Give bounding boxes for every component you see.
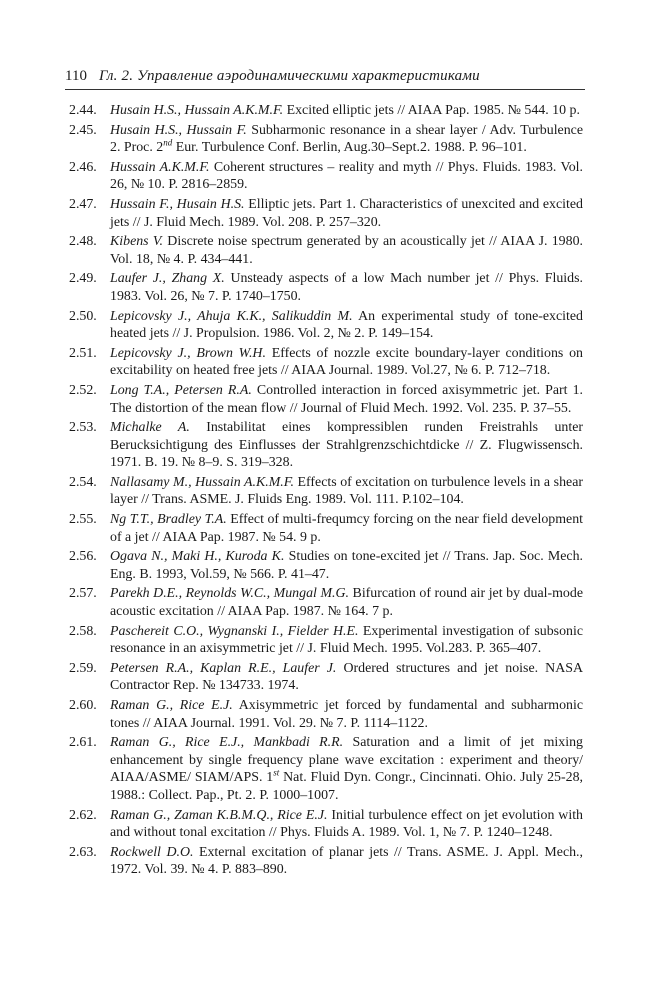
reference-item [0, 585, 583, 620]
reference-authors: Raman G., Rice E.J., Mankbadi R.R. [110, 735, 344, 751]
reference-number: 2.56. [69, 549, 97, 565]
reference-number: 2.49. [69, 271, 97, 287]
reference-text: Subharmonic resonance in a shear layer / Adv. Turbulence 2. Proc. 2 [110, 122, 583, 156]
reference-text: Controlled interaction in forced axisymmetric jet. Part 1. The distortion of the mean flow // Journal of Fluid Mech. 1992. Vol. 235. P. 37–55. [110, 382, 584, 416]
reference-number: 2.59. [69, 660, 97, 676]
reference-item [0, 382, 583, 417]
reference-authors: Raman G., Zaman K.B.M.Q., Rice E.J. [110, 807, 328, 823]
reference-text: Discrete noise spectrum generated by an acoustically jet // AIAA J. 1980. Vol. 18, № 4. P. 434–441. [110, 234, 583, 267]
reference-text: Effects of excitation on turbulence levels in a shear layer // Trans. ASME. J. Fluids Eng. 1989. Vol. 111. P.102–104. [110, 474, 583, 508]
reference-text: Elliptic jets. Part 1. Characteristics of unexcited and excited jets // J. Fluid Mech. 1989. Vol. 208. P. 257–320. [110, 196, 583, 230]
reference-authors: Ng T.T., Bradley T.A. [110, 512, 227, 528]
reference-number: 2.47. [69, 196, 97, 212]
reference-item [0, 623, 583, 658]
reference-authors: Long T.A., Petersen R.A. [110, 382, 252, 398]
reference-authors: Kibens V. [110, 234, 164, 250]
reference-item [0, 807, 583, 842]
reference-number: 2.44. [69, 103, 97, 118]
reference-authors: Husain H.S., Hussain F. [110, 122, 247, 138]
reference-item [0, 548, 583, 583]
reference-number: 2.54. [69, 474, 97, 490]
reference-item [0, 196, 583, 231]
reference-authors: Petersen R.A., Kaplan R.E., Laufer J. [110, 660, 337, 676]
reference-text: An experimental study of tone-excited heated jets // J. Propulsion. 1986. Vol. 2, № 2. P. 149–154. [110, 308, 583, 342]
running-header [65, 66, 585, 86]
reference-text: Coherent structures – reality and myth // Phys. Fluids. 1983. Vol. 26, № 10. P. 2816–2859. [110, 159, 583, 193]
reference-number: 2.60. [69, 698, 97, 713]
reference-number: 2.63. [69, 844, 97, 860]
header-rule [65, 89, 585, 90]
reference-number: 2.57. [69, 586, 97, 602]
reference-text: Excited elliptic jets // AIAA Pap. 1985. № 544. 10 p. [283, 103, 580, 118]
reference-number: 2.61. [69, 735, 97, 751]
reference-item [0, 697, 583, 732]
page-number: 110 [65, 68, 87, 84]
reference-number: 2.51. [69, 345, 97, 361]
reference-text-continued: Eur. Turbulence Conf. Berlin, Aug.30–Sept.2. 1988. P. 96–101. [172, 140, 527, 156]
reference-item [0, 308, 583, 343]
reference-number: 2.52. [69, 382, 97, 398]
reference-item [0, 122, 583, 157]
reference-authors: Ogava N., Maki H., Kuroda K. [110, 549, 285, 565]
reference-item [0, 474, 583, 509]
reference-text: Studies on tone-excited jet // Trans. Jap. Soc. Mech. Eng. B. 1993, Vol.59, № 566. P. 41–47. [110, 549, 583, 582]
reference-text: Bifurcation of round air jet by dual-mode acoustic excitation // AIAA Pap. 1987. № 164. 7 p. [110, 586, 583, 620]
reference-text: Experimental investigation of subsonic resonance in an axisymmetric jet // J. Fluid Mech. 1995. Vol.283. P. 365–407. [110, 623, 583, 657]
reference-text: Ordered structures and jet noise. NASA Contractor Rep. № 134733. 1974. [110, 660, 583, 694]
reference-number: 2.45. [69, 122, 97, 138]
reference-item [0, 233, 583, 268]
reference-text: External excitation of planar jets // Trans. ASME. J. Appl. Mech., 1972. Vol. 39. № 4. P. 883–890. [110, 844, 583, 878]
reference-number: 2.48. [69, 234, 97, 250]
reference-authors: Rockwell D.O. [110, 844, 194, 860]
reference-superscript: st [273, 767, 280, 778]
reference-text-continued: Nat. Fluid Dyn. Congr., Cincinnati. Ohio. July 25-28, 1988.: Collect. Pap., Pt. 2. P. 1000–1007. [110, 770, 583, 803]
reference-item [0, 419, 583, 472]
reference-superscript: nd [163, 137, 173, 148]
reference-authors: Lepicovsky J., Brown W.H. [110, 345, 266, 361]
reference-authors: Michalke A. [110, 420, 190, 436]
reference-item [0, 844, 583, 879]
reference-text: Saturation and a limit of jet mixing enhancement by single frequency plane wave excitation : experiment and theory/ AIAA/ASME/ SIAM/APS. 1 [110, 735, 583, 786]
reference-authors: Hussain A.K.M.F. [110, 159, 210, 175]
reference-list [0, 102, 647, 881]
reference-item [0, 270, 583, 305]
reference-authors: Raman G., Rice E.J. [110, 698, 233, 713]
reference-text: Effects of nozzle excite boundary-layer conditions on excitability on heated free jets // AIAA Journal. 1989. Vol.27, № 6. P. 712–718. [110, 345, 583, 379]
reference-item [0, 734, 583, 804]
reference-authors: Lepicovsky J., Ahuja K.K., Salikuddin M. [110, 308, 353, 324]
reference-authors: Laufer J., Zhang X. [110, 271, 225, 287]
reference-item [0, 159, 583, 194]
reference-authors: Hussain F., Husain H.S. [110, 196, 245, 212]
reference-item [0, 660, 583, 695]
reference-text: Axisymmetric jet forced by fundamental and subharmonic tones // AIAA Journal. 1991. Vol. 29. № 7. P. 1114–1122. [110, 698, 583, 731]
reference-item [0, 345, 583, 380]
reference-text: Instabilitat eines kompressiblen runden Freistrahls unter Berucksichtigung des Einflusses der Strahlgrenzschichtdicke // Z. Flugwissensch. 1971. B. 19. № 8–9. S. 319–328. [110, 420, 583, 471]
reference-number: 2.62. [69, 807, 97, 823]
reference-text: Initial turbulence effect on jet evolution with and without tonal excitation // Phys. Fluids A. 1989. Vol. 1, № 7. P. 1240–1248. [110, 807, 583, 841]
reference-authors: Nallasamy M., Hussain A.K.M.F. [110, 474, 294, 490]
reference-authors: Husain H.S., Hussain A.K.M.F. [110, 103, 284, 118]
reference-text: Unsteady aspects of a low Mach number jet // Phys. Fluids. 1983. Vol. 26, № 7. P. 1740–1750. [110, 271, 583, 304]
chapter-title: Гл. 2. Управление аэродинамическими характеристиками [98, 68, 480, 84]
reference-item [0, 102, 583, 120]
reference-number: 2.58. [69, 623, 97, 639]
reference-text: Effect of multi-frequmcy forcing on the near field development of a jet // AIAA Pap. 1987. № 54. 9 p. [110, 512, 583, 545]
reference-authors: Paschereit C.O., Wygnanski I., Fielder H.E. [110, 623, 359, 639]
reference-number: 2.53. [69, 420, 97, 436]
reference-number: 2.50. [69, 308, 97, 324]
reference-number: 2.46. [69, 159, 97, 175]
reference-item [0, 511, 583, 546]
reference-number: 2.55. [69, 512, 97, 528]
reference-authors: Parekh D.E., Reynolds W.C., Mungal M.G. [110, 586, 349, 602]
